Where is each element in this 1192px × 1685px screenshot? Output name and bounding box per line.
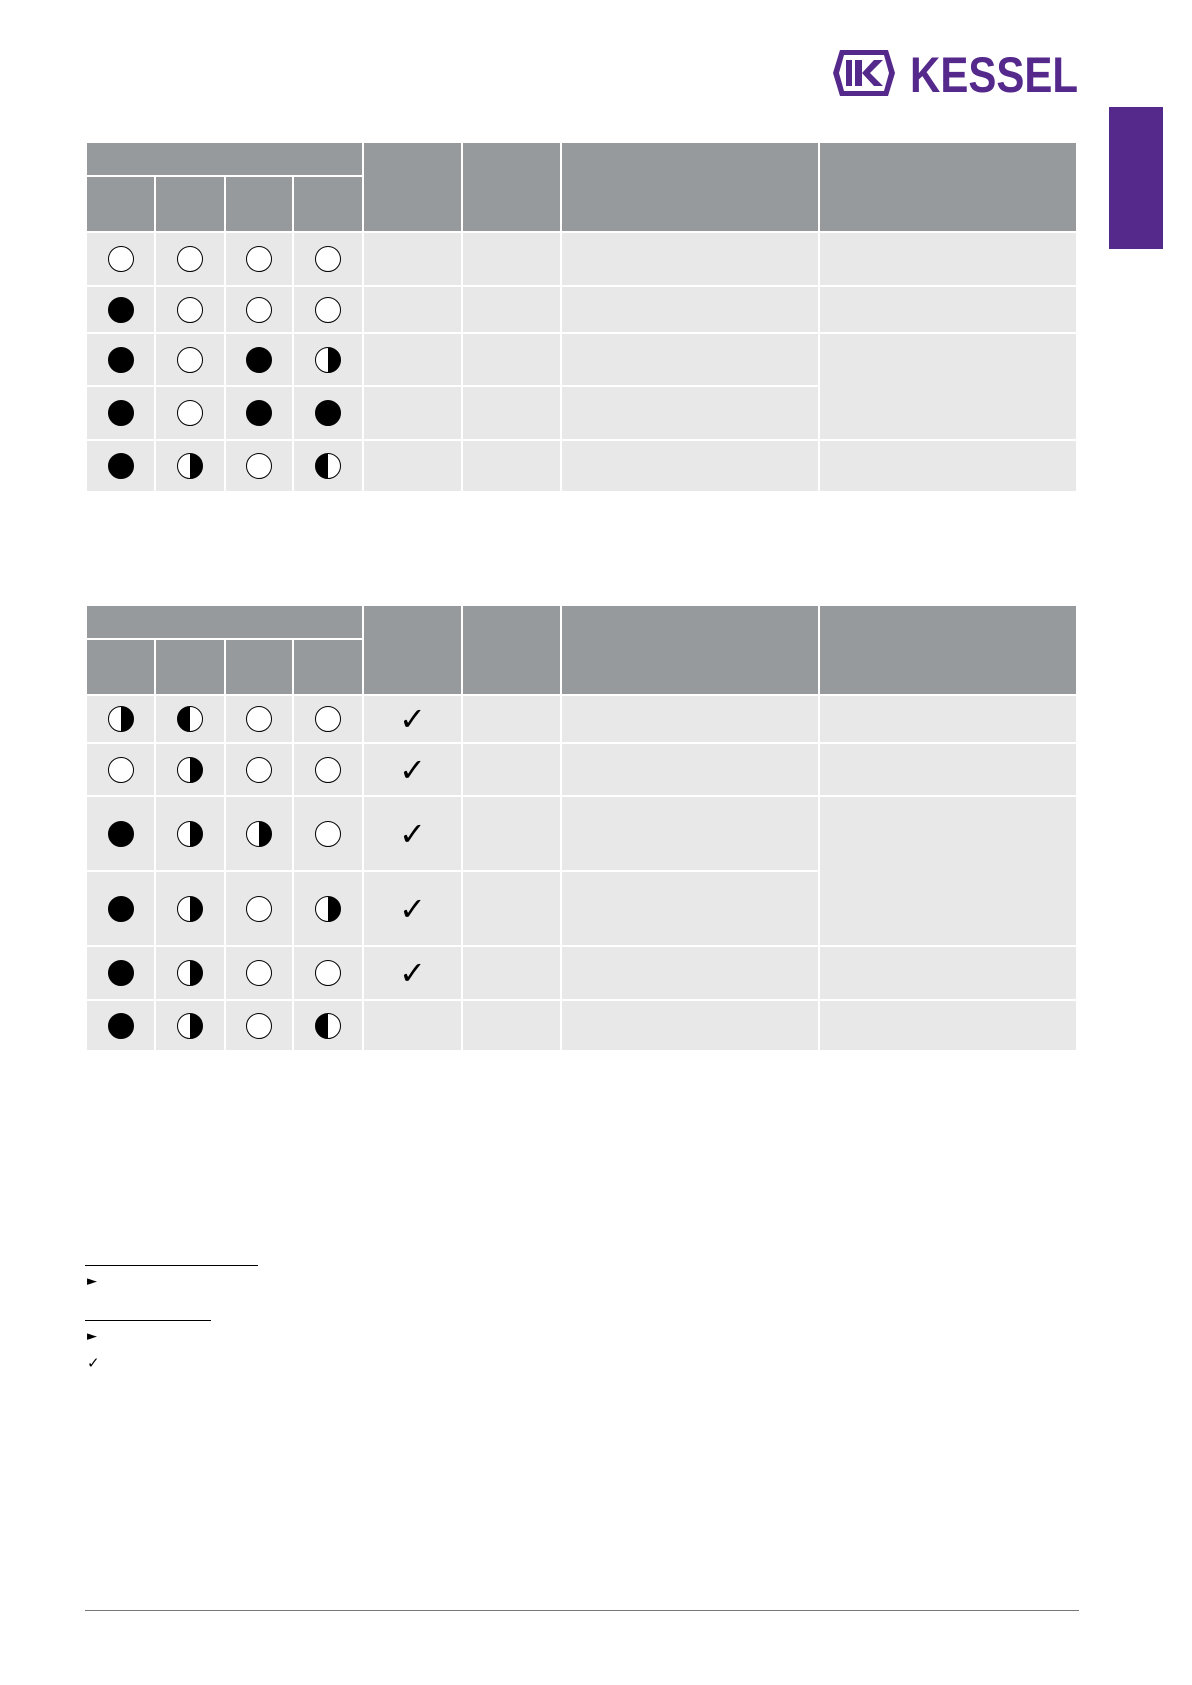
led-group-header bbox=[86, 605, 363, 639]
column-header bbox=[363, 142, 462, 232]
led-status-icon bbox=[246, 297, 272, 323]
table-row bbox=[86, 440, 1077, 492]
table-cell bbox=[462, 286, 561, 333]
table-cell bbox=[462, 695, 561, 743]
led-cell bbox=[155, 1000, 225, 1051]
table-cell bbox=[462, 440, 561, 492]
table-cell bbox=[363, 232, 462, 286]
led-status-icon bbox=[108, 757, 134, 783]
table-cell bbox=[561, 695, 819, 743]
table-cell bbox=[462, 232, 561, 286]
table-cell bbox=[363, 333, 462, 386]
led-status-icon bbox=[315, 347, 341, 373]
table-row bbox=[86, 232, 1077, 286]
confirm-cell bbox=[363, 796, 462, 871]
led-cell bbox=[86, 695, 155, 743]
led-cell bbox=[155, 743, 225, 796]
led-status-icon bbox=[108, 706, 134, 732]
led-status-icon bbox=[315, 1013, 341, 1039]
column-header bbox=[462, 605, 561, 695]
led-cell bbox=[293, 743, 363, 796]
led-status-icon bbox=[108, 821, 134, 847]
table-cell-merged bbox=[819, 796, 1077, 946]
kessel-badge-icon bbox=[833, 50, 895, 96]
led-cell bbox=[293, 796, 363, 871]
led-cell bbox=[293, 232, 363, 286]
led-status-icon bbox=[246, 706, 272, 732]
table-cell bbox=[462, 386, 561, 440]
led-cell bbox=[225, 743, 293, 796]
led-cell bbox=[86, 286, 155, 333]
check-icon bbox=[399, 893, 426, 925]
check-icon bbox=[87, 1356, 100, 1371]
table-row bbox=[86, 1000, 1077, 1051]
confirm-cell bbox=[363, 871, 462, 946]
led-cell bbox=[155, 871, 225, 946]
led-cell bbox=[155, 232, 225, 286]
table-cell bbox=[462, 743, 561, 796]
kessel-logo bbox=[830, 47, 1080, 103]
legend-divider bbox=[85, 1320, 211, 1321]
led-status-icon bbox=[246, 960, 272, 986]
led-status-icon bbox=[246, 347, 272, 373]
table-cell bbox=[819, 695, 1077, 743]
led-cell bbox=[86, 871, 155, 946]
table-cell bbox=[363, 440, 462, 492]
table-cell bbox=[561, 386, 819, 440]
led-status-icon bbox=[315, 757, 341, 783]
led-status-icon bbox=[315, 246, 341, 272]
led-status-icon bbox=[177, 960, 203, 986]
led-status-icon bbox=[177, 757, 203, 783]
led-cell bbox=[293, 695, 363, 743]
check-icon bbox=[399, 703, 426, 735]
led-cell bbox=[86, 1000, 155, 1051]
led-status-icon bbox=[177, 246, 203, 272]
led-column-header bbox=[155, 176, 225, 232]
led-column-header bbox=[86, 176, 155, 232]
led-status-icon bbox=[177, 706, 203, 732]
led-status-icon bbox=[246, 246, 272, 272]
led-status-icon bbox=[315, 400, 341, 426]
led-cell bbox=[86, 333, 155, 386]
led-column-header bbox=[225, 639, 293, 695]
led-cell bbox=[293, 286, 363, 333]
led-status-icon bbox=[315, 960, 341, 986]
confirm-cell bbox=[363, 743, 462, 796]
led-cell bbox=[86, 743, 155, 796]
led-status-icon bbox=[177, 347, 203, 373]
led-column-header bbox=[86, 639, 155, 695]
led-status-icon bbox=[246, 821, 272, 847]
led-status-icon bbox=[177, 453, 203, 479]
led-cell bbox=[293, 946, 363, 1000]
table-cell bbox=[561, 232, 819, 286]
led-status-icon bbox=[177, 1013, 203, 1039]
led-status-icon bbox=[108, 297, 134, 323]
footer-divider bbox=[85, 1610, 1079, 1611]
led-cell bbox=[86, 796, 155, 871]
table-cell bbox=[819, 946, 1077, 1000]
led-cell bbox=[86, 386, 155, 440]
led-cell bbox=[86, 946, 155, 1000]
led-cell bbox=[155, 440, 225, 492]
table-cell bbox=[561, 1000, 819, 1051]
logo-wordmark: KESSEL bbox=[910, 47, 1078, 103]
led-cell bbox=[225, 946, 293, 1000]
led-cell bbox=[225, 440, 293, 492]
check-icon bbox=[399, 818, 426, 850]
led-column-header bbox=[293, 639, 363, 695]
column-header bbox=[819, 142, 1077, 232]
led-status-icon bbox=[177, 400, 203, 426]
table-cell bbox=[819, 1000, 1077, 1051]
led-cell bbox=[293, 333, 363, 386]
confirm-cell bbox=[363, 695, 462, 743]
table-row bbox=[86, 796, 1077, 871]
check-icon bbox=[399, 754, 426, 786]
led-column-header bbox=[155, 639, 225, 695]
status-table-1 bbox=[85, 141, 1078, 493]
column-header bbox=[561, 142, 819, 232]
column-header bbox=[462, 142, 561, 232]
table-cell bbox=[462, 946, 561, 1000]
table-cell bbox=[561, 333, 819, 386]
led-status-icon bbox=[246, 453, 272, 479]
table-row bbox=[86, 695, 1077, 743]
led-status-icon bbox=[108, 453, 134, 479]
table-cell bbox=[819, 286, 1077, 333]
led-status-icon bbox=[246, 1013, 272, 1039]
table-row bbox=[86, 286, 1077, 333]
confirm-cell bbox=[363, 1000, 462, 1051]
led-cell bbox=[155, 946, 225, 1000]
table-cell bbox=[561, 440, 819, 492]
led-status-icon bbox=[177, 821, 203, 847]
column-header bbox=[561, 605, 819, 695]
led-cell bbox=[225, 232, 293, 286]
led-status-icon bbox=[177, 896, 203, 922]
table-cell bbox=[363, 286, 462, 333]
column-header bbox=[819, 605, 1077, 695]
led-cell bbox=[293, 440, 363, 492]
table-cell bbox=[561, 743, 819, 796]
led-cell bbox=[155, 333, 225, 386]
led-status-icon bbox=[108, 246, 134, 272]
led-status-icon bbox=[108, 1013, 134, 1039]
status-table-2 bbox=[85, 604, 1078, 1052]
led-status-icon bbox=[315, 896, 341, 922]
led-cell bbox=[86, 232, 155, 286]
led-cell bbox=[155, 386, 225, 440]
led-status-icon bbox=[315, 706, 341, 732]
table-cell bbox=[462, 1000, 561, 1051]
table-cell bbox=[819, 743, 1077, 796]
led-status-icon bbox=[246, 896, 272, 922]
arrow-right-icon bbox=[87, 1330, 97, 1343]
led-status-icon bbox=[315, 297, 341, 323]
table-cell bbox=[462, 871, 561, 946]
led-cell bbox=[155, 796, 225, 871]
table-cell bbox=[363, 386, 462, 440]
led-status-icon bbox=[246, 757, 272, 783]
led-cell bbox=[155, 286, 225, 333]
led-status-icon bbox=[315, 821, 341, 847]
led-cell bbox=[225, 333, 293, 386]
led-cell bbox=[225, 796, 293, 871]
led-cell bbox=[225, 1000, 293, 1051]
led-status-icon bbox=[108, 960, 134, 986]
led-cell bbox=[225, 286, 293, 333]
table-cell bbox=[819, 440, 1077, 492]
led-column-header bbox=[293, 176, 363, 232]
table-cell-merged bbox=[819, 333, 1077, 440]
check-icon bbox=[399, 957, 426, 989]
table-cell bbox=[561, 796, 819, 871]
column-header bbox=[363, 605, 462, 695]
led-cell bbox=[293, 1000, 363, 1051]
section-tab bbox=[1109, 107, 1163, 249]
confirm-cell bbox=[363, 946, 462, 1000]
led-status-icon bbox=[246, 400, 272, 426]
led-cell bbox=[225, 386, 293, 440]
table-cell bbox=[462, 333, 561, 386]
led-cell bbox=[86, 440, 155, 492]
led-status-icon bbox=[108, 347, 134, 373]
table-cell bbox=[462, 796, 561, 871]
led-column-header bbox=[225, 176, 293, 232]
table-cell bbox=[561, 946, 819, 1000]
led-group-header bbox=[86, 142, 363, 176]
table-row bbox=[86, 743, 1077, 796]
led-cell bbox=[225, 695, 293, 743]
led-status-icon bbox=[177, 297, 203, 323]
led-status-icon bbox=[108, 400, 134, 426]
table-cell bbox=[819, 232, 1077, 286]
legend-divider bbox=[85, 1265, 258, 1266]
led-cell bbox=[293, 386, 363, 440]
led-cell bbox=[155, 695, 225, 743]
led-cell bbox=[293, 871, 363, 946]
arrow-right-icon bbox=[87, 1275, 97, 1288]
led-status-icon bbox=[108, 896, 134, 922]
led-status-icon bbox=[315, 453, 341, 479]
table-row bbox=[86, 333, 1077, 386]
table-cell bbox=[561, 871, 819, 946]
table-cell bbox=[561, 286, 819, 333]
table-row bbox=[86, 946, 1077, 1000]
led-cell bbox=[225, 871, 293, 946]
